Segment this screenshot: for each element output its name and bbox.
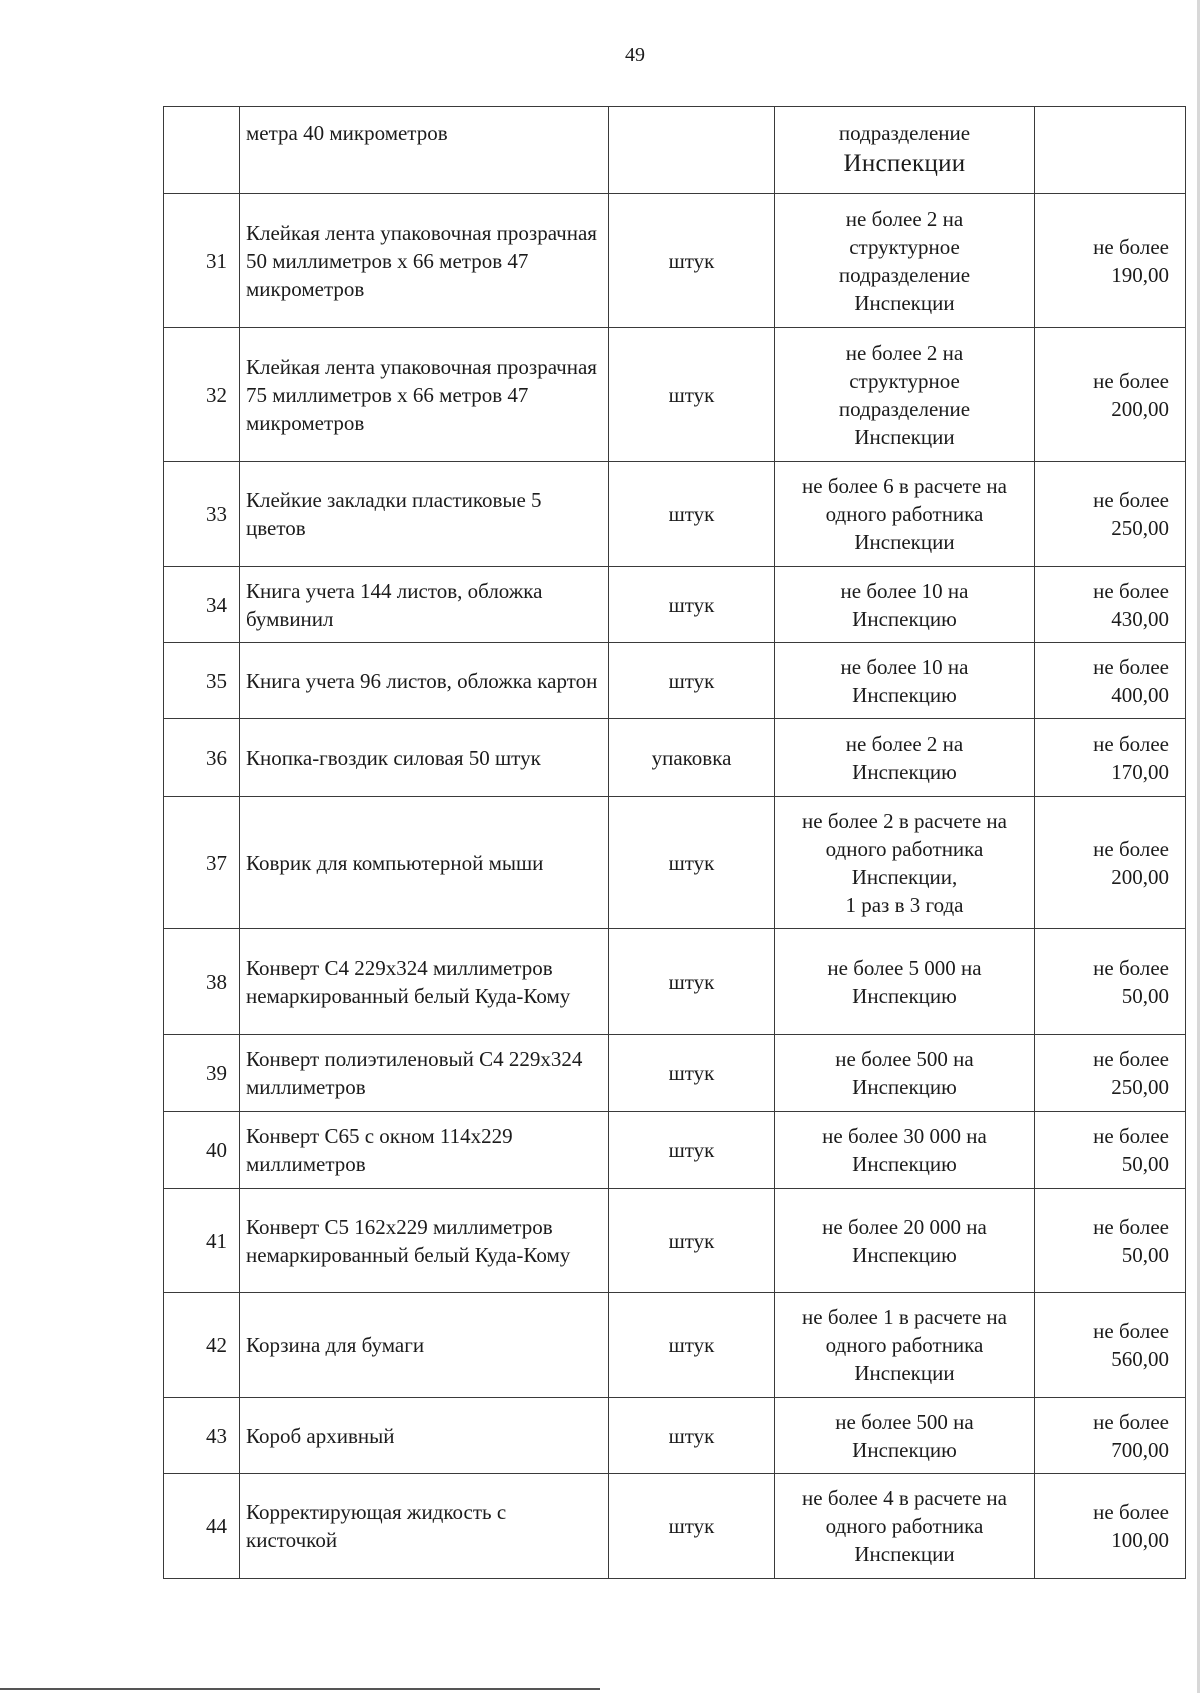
item-name-cell: Короб архивный — [240, 1398, 609, 1474]
quantity-line: одного работника — [825, 1514, 984, 1538]
price-cell — [1035, 194, 1186, 328]
unit-cell: штук — [609, 929, 775, 1035]
price-cell — [1035, 567, 1186, 643]
quantity-line: Инспекцию — [852, 759, 957, 784]
row-number-cell: 35 — [164, 643, 240, 719]
unit-cell: штук — [609, 1474, 775, 1579]
table-row — [164, 719, 1186, 797]
row-number-cell: 34 — [164, 567, 240, 643]
price-limit-label: не более — [1093, 1500, 1169, 1524]
item-name-cell: Кнопка-гвоздик силовая 50 штук — [240, 719, 609, 797]
price-limit-label: не более — [1093, 1319, 1169, 1343]
quantity-cell — [775, 797, 1035, 929]
item-name-cell: Корректирующая жидкость с кисточкой — [240, 1474, 609, 1579]
quantity-line: не более 2 в расчете на — [802, 808, 1007, 833]
quantity-line: не более 5 000 на — [827, 955, 982, 980]
quantity-line: Инспекции — [854, 290, 955, 315]
price-limit-label: не более — [1093, 488, 1169, 512]
price-value: 700,00 — [1111, 1437, 1169, 1462]
row-number-cell: 40 — [164, 1112, 240, 1189]
item-name-cell: Конверт полиэтиленовый С4 229x324 миллиметров — [240, 1035, 609, 1112]
quantity-line: Инспекции — [854, 530, 955, 554]
unit-cell: штук — [609, 643, 775, 719]
table-row — [164, 567, 1186, 643]
row-number-cell: 36 — [164, 719, 240, 797]
quantity-line: не более 2 на — [845, 206, 964, 231]
quantity-cell — [775, 567, 1035, 643]
quantity-cell — [775, 1112, 1035, 1189]
table-row — [164, 1189, 1186, 1293]
row-number-cell: 37 — [164, 797, 240, 929]
price-limit-label: не более — [1093, 1124, 1169, 1148]
quantity-line: подразделение — [838, 121, 971, 145]
price-cell — [1035, 1293, 1186, 1398]
item-name-cell: Конверт С4 229x324 миллиметров немаркированный белый Куда-Кому — [240, 929, 609, 1035]
price-limit-label: не более — [1093, 1047, 1169, 1071]
table-row — [164, 1112, 1186, 1189]
quantity-line: не более 2 на — [845, 731, 964, 756]
price-limit-label: не более — [1093, 955, 1169, 980]
quantity-line: подразделение — [838, 262, 971, 287]
quantity-line: Инспекции — [854, 1361, 955, 1385]
unit-cell: штук — [609, 567, 775, 643]
price-cell — [1035, 107, 1186, 194]
quantity-cell — [775, 1035, 1035, 1112]
quantity-cell — [775, 1398, 1035, 1474]
unit-cell: штук — [609, 1189, 775, 1293]
table-row — [164, 643, 1186, 719]
price-limit-label: не более — [1093, 731, 1169, 756]
supplies-table — [163, 106, 1186, 1579]
quantity-line: структурное — [849, 368, 960, 393]
unit-cell — [609, 107, 775, 194]
price-value: 250,00 — [1111, 1075, 1169, 1099]
price-limit-label: не более — [1093, 1214, 1169, 1239]
quantity-line: не более 10 на — [840, 654, 969, 679]
quantity-cell — [775, 328, 1035, 462]
table-row — [164, 1035, 1186, 1112]
table-row — [164, 1293, 1186, 1398]
table-row — [164, 328, 1186, 462]
unit-cell: штук — [609, 462, 775, 567]
quantity-line: не более 20 000 на — [822, 1214, 987, 1239]
page-number: 49 — [625, 44, 645, 66]
quantity-line: Инспекции — [854, 1542, 955, 1566]
price-value: 50,00 — [1121, 1152, 1169, 1176]
table-row-continuation — [164, 107, 1186, 194]
row-number-cell: 31 — [164, 194, 240, 328]
table-row — [164, 1474, 1186, 1579]
unit-cell: штук — [609, 1035, 775, 1112]
quantity-line: Инспекцию — [852, 1075, 957, 1099]
row-number-cell: 39 — [164, 1035, 240, 1112]
unit-cell: штук — [609, 328, 775, 462]
quantity-line: не более 500 на — [835, 1047, 974, 1071]
price-limit-label: не более — [1093, 234, 1169, 259]
price-value: 400,00 — [1111, 682, 1169, 707]
item-name-cell: Книга учета 96 листов, обложка картон — [240, 643, 609, 719]
price-cell — [1035, 328, 1186, 462]
quantity-line: Инспекцию — [852, 682, 957, 707]
quantity-cell — [775, 1293, 1035, 1398]
price-value: 100,00 — [1111, 1528, 1169, 1552]
quantity-line: не более 30 000 на — [822, 1124, 987, 1148]
price-cell — [1035, 797, 1186, 929]
quantity-line: Инспекцию — [852, 1437, 957, 1462]
unit-cell: штук — [609, 797, 775, 929]
price-limit-label: не более — [1093, 1409, 1169, 1434]
price-cell — [1035, 643, 1186, 719]
table-row — [164, 1398, 1186, 1474]
quantity-line: не более 2 на — [845, 340, 964, 365]
quantity-line: Инспекции, — [851, 864, 958, 889]
price-limit-label: не более — [1093, 836, 1169, 861]
item-name-cell: Книга учета 144 листов, обложка бумвинил — [240, 567, 609, 643]
quantity-line: не более 10 на — [840, 578, 969, 603]
quantity-line: Инспекцию — [852, 1152, 957, 1176]
quantity-line: Инспекцию — [852, 1242, 957, 1267]
unit-cell: штук — [609, 1112, 775, 1189]
item-name-cell: Клейкие закладки пластиковые 5 цветов — [240, 462, 609, 567]
row-number-cell: 41 — [164, 1189, 240, 1293]
unit-cell: упаковка — [609, 719, 775, 797]
item-name-cell: Клейкая лента упаковочная прозрачная 50 миллиметров х 66 метров 47 микрометров — [240, 194, 609, 328]
quantity-cell — [775, 643, 1035, 719]
quantity-cell — [775, 1189, 1035, 1293]
quantity-line: Инспекцию — [852, 606, 957, 631]
price-cell — [1035, 1035, 1186, 1112]
quantity-line: структурное — [849, 234, 960, 259]
price-value: 170,00 — [1111, 759, 1169, 784]
price-cell — [1035, 719, 1186, 797]
price-value: 190,00 — [1111, 262, 1169, 287]
table-row — [164, 462, 1186, 567]
quantity-line: 1 раз в 3 года — [845, 892, 964, 917]
unit-cell: штук — [609, 1293, 775, 1398]
quantity-cell — [775, 107, 1035, 194]
quantity-cell — [775, 462, 1035, 567]
unit-cell: штук — [609, 194, 775, 328]
row-number-cell: 42 — [164, 1293, 240, 1398]
quantity-line: одного работника — [825, 1333, 984, 1357]
table-row — [164, 929, 1186, 1035]
quantity-line: Инспекции — [843, 150, 966, 177]
row-number-cell: 33 — [164, 462, 240, 567]
price-cell — [1035, 1112, 1186, 1189]
quantity-line: не более 4 в расчете на — [802, 1486, 1007, 1510]
quantity-line: не более 500 на — [835, 1409, 974, 1434]
item-name-cell: Корзина для бумаги — [240, 1293, 609, 1398]
price-cell — [1035, 1474, 1186, 1579]
item-name-cell: Коврик для компьютерной мыши — [240, 797, 609, 929]
quantity-line: одного работника — [825, 836, 984, 861]
table-row — [164, 797, 1186, 929]
price-limit-label: не более — [1093, 368, 1169, 393]
quantity-cell — [775, 719, 1035, 797]
item-name-cell: метра 40 микрометров — [240, 107, 609, 194]
item-name-cell: Конверт С5 162x229 миллиметров немаркированный белый Куда-Кому — [240, 1189, 609, 1293]
price-value: 200,00 — [1111, 396, 1169, 421]
quantity-cell — [775, 194, 1035, 328]
quantity-line: не более 6 в расчете на — [802, 474, 1007, 498]
row-number-cell: 38 — [164, 929, 240, 1035]
row-number-cell: 44 — [164, 1474, 240, 1579]
price-value: 560,00 — [1111, 1347, 1169, 1371]
price-value: 200,00 — [1111, 864, 1169, 889]
quantity-line: не более 1 в расчете на — [802, 1305, 1007, 1329]
price-limit-label: не более — [1093, 578, 1169, 603]
quantity-line: Инспекцию — [852, 983, 957, 1008]
row-number-cell — [164, 107, 240, 194]
price-value: 50,00 — [1121, 1242, 1169, 1267]
item-name-cell: Клейкая лента упаковочная прозрачная 75 миллиметров х 66 метров 47 микрометров — [240, 328, 609, 462]
price-cell — [1035, 929, 1186, 1035]
quantity-line: подразделение — [838, 396, 971, 421]
table-row — [164, 194, 1186, 328]
price-limit-label: не более — [1093, 654, 1169, 679]
quantity-line: Инспекции — [854, 424, 955, 449]
row-number-cell: 43 — [164, 1398, 240, 1474]
unit-cell: штук — [609, 1398, 775, 1474]
quantity-cell — [775, 1474, 1035, 1579]
price-value: 430,00 — [1111, 606, 1169, 631]
quantity-line: одного работника — [825, 502, 984, 526]
price-cell — [1035, 462, 1186, 567]
price-cell — [1035, 1189, 1186, 1293]
price-cell — [1035, 1398, 1186, 1474]
row-number-cell: 32 — [164, 328, 240, 462]
quantity-cell — [775, 929, 1035, 1035]
price-value: 50,00 — [1121, 983, 1169, 1008]
item-name-cell: Конверт С65 с окном 114x229 миллиметров — [240, 1112, 609, 1189]
bottom-scan-line — [0, 1688, 600, 1690]
price-value: 250,00 — [1111, 516, 1169, 540]
